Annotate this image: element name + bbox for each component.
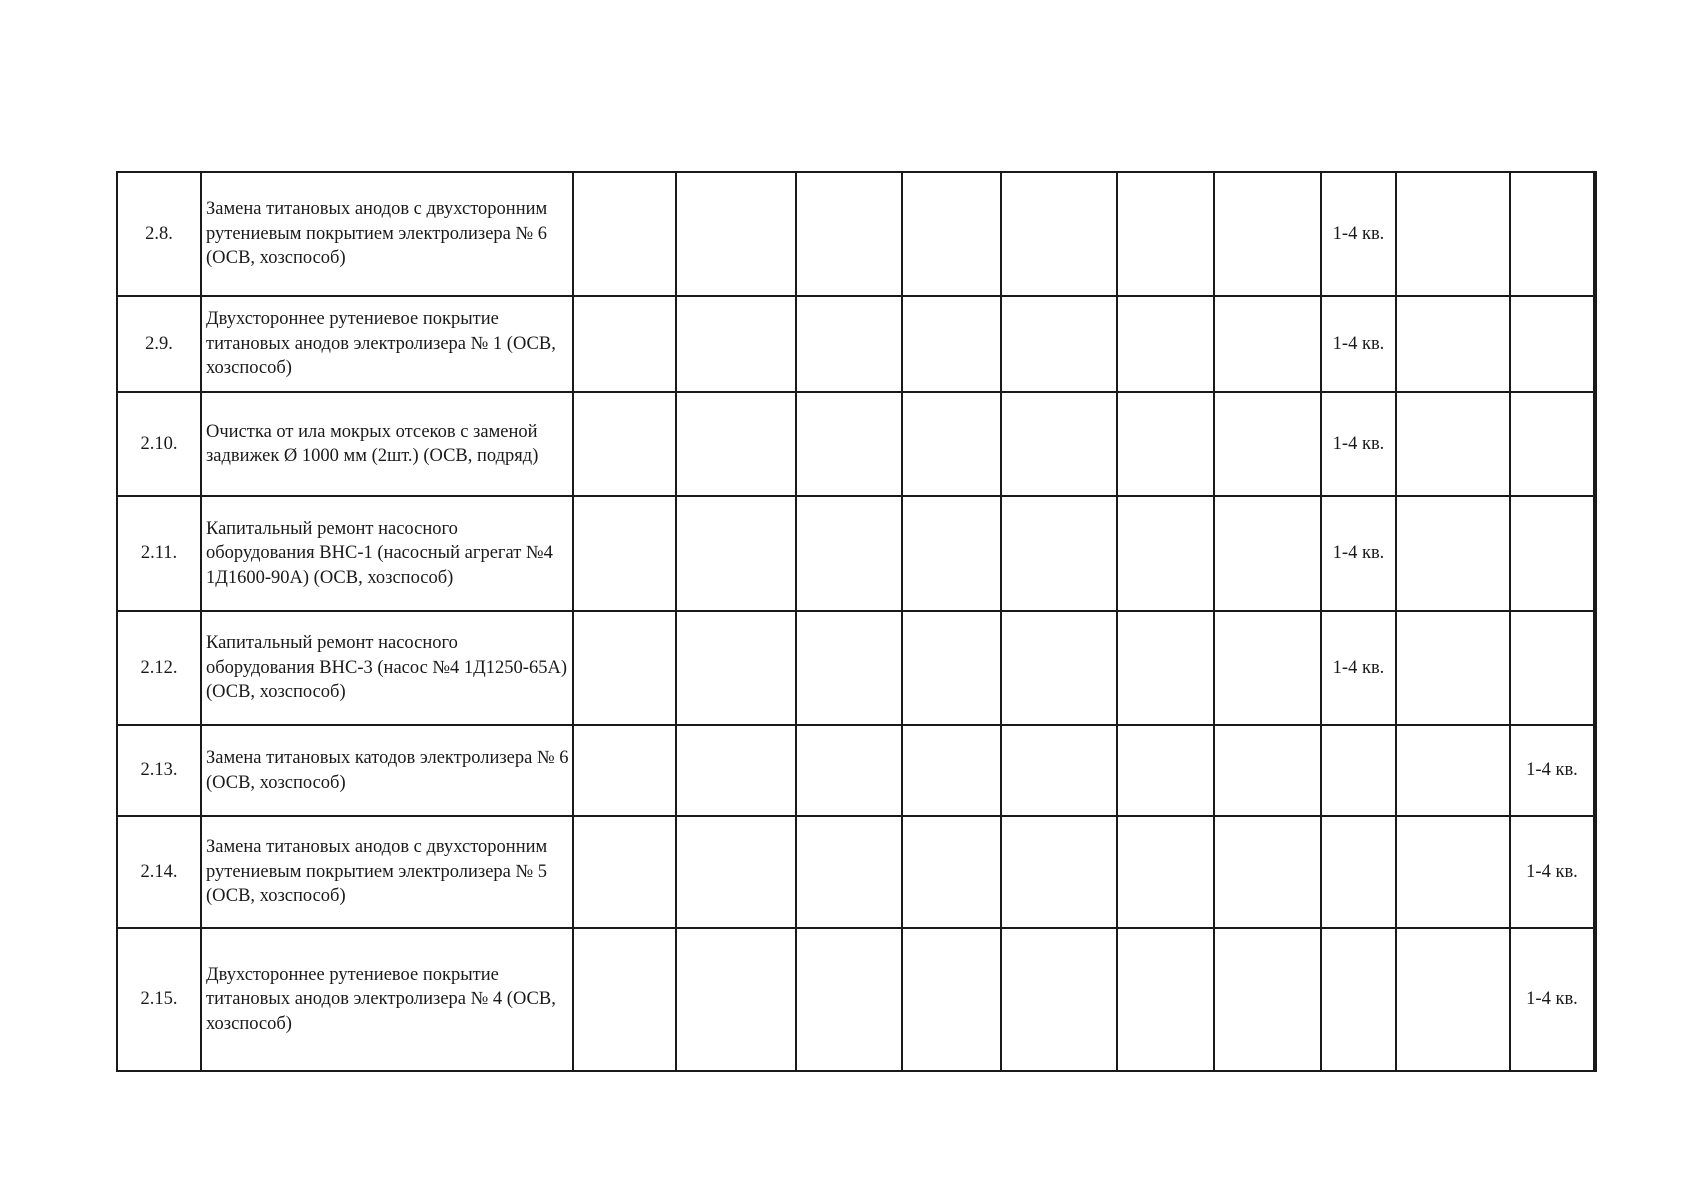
- schedule-cell: [1510, 392, 1594, 496]
- schedule-cell: [676, 611, 796, 725]
- schedule-cell: [796, 725, 902, 816]
- schedule-cell: [573, 928, 676, 1071]
- schedule-cell: [1396, 725, 1510, 816]
- schedule-cell: [796, 172, 902, 296]
- schedule-cell: [1594, 392, 1596, 496]
- schedule-cell: [1396, 172, 1510, 296]
- table-row: [117, 611, 1596, 725]
- work-schedule-table: [116, 171, 1597, 1072]
- table-row: [117, 496, 1596, 611]
- schedule-cell: [1001, 928, 1117, 1071]
- schedule-cell: [1321, 725, 1396, 816]
- table-row: [117, 928, 1596, 1071]
- schedule-cell: [1321, 928, 1396, 1071]
- schedule-cell: [573, 611, 676, 725]
- schedule-cell: [573, 172, 676, 296]
- schedule-cell: [1510, 296, 1594, 392]
- schedule-cell: [676, 725, 796, 816]
- schedule-cell: [1594, 172, 1596, 296]
- schedule-cell: 1-4 кв.: [1510, 816, 1594, 928]
- schedule-cell: [1214, 816, 1321, 928]
- schedule-cell: [1001, 296, 1117, 392]
- schedule-cell: [1001, 392, 1117, 496]
- work-description: Капитальный ремонт насосного оборудования ВНС-3 (насос №4 1Д1250-65А) (ОСВ, хозспособ): [201, 611, 573, 725]
- schedule-cell: [573, 496, 676, 611]
- row-number: 2.10.: [117, 392, 201, 496]
- schedule-cell: [796, 392, 902, 496]
- schedule-cell: [676, 392, 796, 496]
- schedule-cell: [902, 928, 1001, 1071]
- schedule-cell: [796, 816, 902, 928]
- row-number: 2.11.: [117, 496, 201, 611]
- work-description: Замена титановых анодов с двухсторонним рутениевым покрытием электролизера № 5 (ОСВ, хозспособ): [201, 816, 573, 928]
- schedule-cell: [1396, 611, 1510, 725]
- schedule-cell: [1117, 296, 1214, 392]
- work-description: Капитальный ремонт насосного оборудования ВНС-1 (насосный агрегат №4 1Д1600-90А) (ОСВ, хозспособ): [201, 496, 573, 611]
- schedule-cell: [1001, 816, 1117, 928]
- schedule-cell: [676, 296, 796, 392]
- schedule-cell: 1-4 кв.: [1321, 392, 1396, 496]
- work-description: Очистка от ила мокрых отсеков с заменой задвижек Ø 1000 мм (2шт.) (ОСВ, подряд): [201, 392, 573, 496]
- schedule-cell: [1214, 928, 1321, 1071]
- schedule-cell: [1594, 816, 1596, 928]
- schedule-cell: [1117, 392, 1214, 496]
- schedule-cell: [1396, 928, 1510, 1071]
- row-number: 2.9.: [117, 296, 201, 392]
- table-row: [117, 172, 1596, 296]
- work-description: Двухстороннее рутениевое покрытие титановых анодов электролизера № 4 (ОСВ, хозспособ): [201, 928, 573, 1071]
- schedule-cell: [1214, 496, 1321, 611]
- schedule-cell: 1-4 кв.: [1510, 928, 1594, 1071]
- schedule-cell: [1594, 928, 1596, 1071]
- schedule-cell: [902, 496, 1001, 611]
- schedule-cell: 1-4 кв.: [1321, 496, 1396, 611]
- schedule-cell: [1117, 496, 1214, 611]
- schedule-cell: [676, 816, 796, 928]
- row-number: 2.13.: [117, 725, 201, 816]
- schedule-cell: [1214, 725, 1321, 816]
- schedule-cell: [1117, 816, 1214, 928]
- schedule-cell: [902, 296, 1001, 392]
- schedule-cell: [1396, 496, 1510, 611]
- schedule-cell: [1214, 392, 1321, 496]
- schedule-cell: [1001, 496, 1117, 611]
- table-body: [117, 172, 1596, 1071]
- schedule-cell: 1-4 кв.: [1510, 725, 1594, 816]
- schedule-cell: [796, 496, 902, 611]
- work-description: Замена титановых анодов с двухсторонним рутениевым покрытием электролизера № 6 (ОСВ, хозспособ): [201, 172, 573, 296]
- table-row: [117, 816, 1596, 928]
- schedule-cell: [1510, 496, 1594, 611]
- schedule-cell: [902, 611, 1001, 725]
- schedule-cell: [676, 496, 796, 611]
- schedule-cell: [573, 296, 676, 392]
- schedule-cell: [1321, 816, 1396, 928]
- schedule-cell: [1117, 611, 1214, 725]
- row-number: 2.8.: [117, 172, 201, 296]
- schedule-cell: [1594, 496, 1596, 611]
- schedule-cell: [1001, 725, 1117, 816]
- schedule-cell: [1214, 296, 1321, 392]
- schedule-cell: [1396, 816, 1510, 928]
- schedule-cell: [676, 172, 796, 296]
- schedule-cell: 1-4 кв.: [1321, 611, 1396, 725]
- schedule-cell: 1-4 кв.: [1321, 296, 1396, 392]
- schedule-cell: [796, 928, 902, 1071]
- work-description: Двухстороннее рутениевое покрытие титановых анодов электролизера № 1 (ОСВ, хозспособ): [201, 296, 573, 392]
- schedule-cell: [573, 816, 676, 928]
- schedule-cell: [1396, 296, 1510, 392]
- schedule-cell: [1510, 611, 1594, 725]
- schedule-cell: [796, 611, 902, 725]
- table-row: [117, 392, 1596, 496]
- schedule-cell: [902, 172, 1001, 296]
- schedule-cell: [1510, 172, 1594, 296]
- schedule-cell: 1-4 кв.: [1321, 172, 1396, 296]
- row-number: 2.15.: [117, 928, 201, 1071]
- schedule-cell: [676, 928, 796, 1071]
- row-number: 2.14.: [117, 816, 201, 928]
- schedule-cell: [796, 296, 902, 392]
- schedule-cell: [1117, 172, 1214, 296]
- work-description: Замена титановых катодов электролизера № 6 (ОСВ, хозспособ): [201, 725, 573, 816]
- schedule-cell: [1117, 725, 1214, 816]
- schedule-cell: [1594, 725, 1596, 816]
- schedule-cell: [1001, 611, 1117, 725]
- schedule-cell: [1214, 172, 1321, 296]
- schedule-cell: [902, 816, 1001, 928]
- schedule-cell: [573, 392, 676, 496]
- row-number: 2.12.: [117, 611, 201, 725]
- table-row: [117, 296, 1596, 392]
- schedule-cell: [902, 725, 1001, 816]
- schedule-cell: [1117, 928, 1214, 1071]
- schedule-cell: [1396, 392, 1510, 496]
- schedule-cell: [1001, 172, 1117, 296]
- table-row: [117, 725, 1596, 816]
- schedule-cell: [1594, 611, 1596, 725]
- schedule-cell: [902, 392, 1001, 496]
- schedule-cell: [1214, 611, 1321, 725]
- schedule-cell: [1594, 296, 1596, 392]
- schedule-cell: [573, 725, 676, 816]
